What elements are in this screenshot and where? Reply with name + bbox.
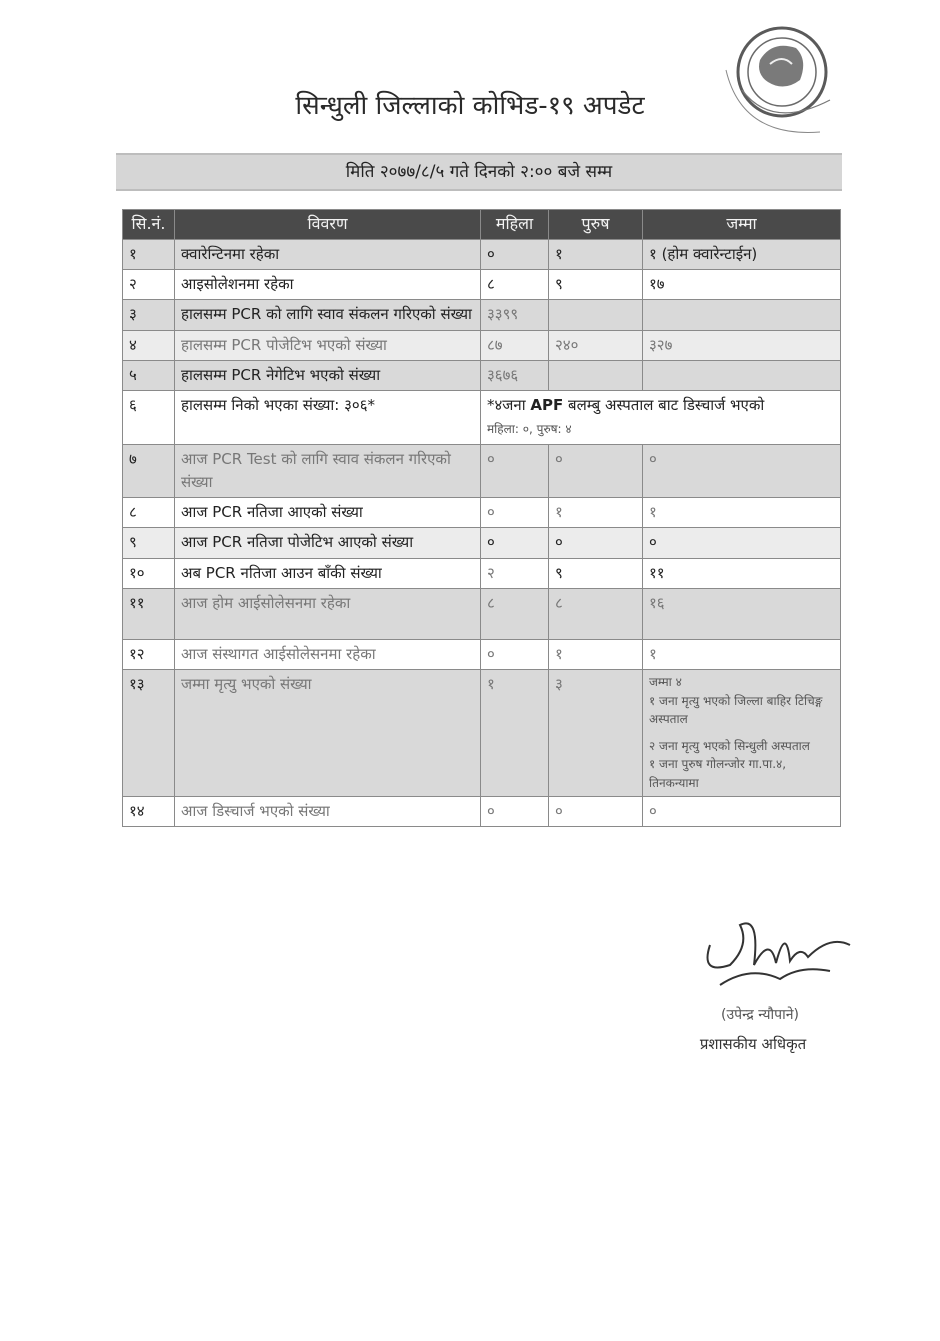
row-sn: ३ — [123, 300, 175, 330]
row-sn: १३ — [123, 670, 175, 797]
row-description: आज PCR नतिजा पोजेटिभ आएको संख्या — [175, 528, 481, 558]
row-total: ३२७ — [643, 330, 841, 360]
row-sn: ७ — [123, 444, 175, 498]
row-total — [643, 300, 841, 330]
row-description: जम्मा मृत्यु भएको संख्या — [175, 670, 481, 797]
table-row — [123, 239, 841, 269]
row-total: १ — [643, 639, 841, 669]
row-sn: १ — [123, 239, 175, 269]
row-male: १ — [549, 639, 643, 669]
officer-title: प्रशासकीय अधिकृत — [699, 1035, 807, 1053]
row-total-deaths — [643, 670, 841, 797]
table-row — [123, 360, 841, 390]
row-female: ० — [481, 639, 549, 669]
row-description: हालसम्म PCR नेगेटिभ भएको संख्या — [175, 360, 481, 390]
row-description: आज डिस्चार्ज भएको संख्या — [175, 796, 481, 826]
page-title: सिन्धुली जिल्लाको कोभिड-१९ अपडेट — [295, 91, 645, 121]
row-sn: १० — [123, 558, 175, 588]
row-description: अब PCR नतिजा आउन बाँकी संख्या — [175, 558, 481, 588]
deaths-line: २ जना मृत्यु भएको सिन्धुली अस्पताल — [649, 738, 810, 753]
table-row — [123, 558, 841, 588]
row-female: ० — [481, 796, 549, 826]
row-total: ० — [643, 528, 841, 558]
table-row — [123, 588, 841, 639]
row-total: ० — [643, 796, 841, 826]
signature-icon — [690, 905, 860, 1005]
table-row — [123, 639, 841, 669]
row-male: ९ — [549, 558, 643, 588]
row-description: हालसम्म PCR पोजेटिभ भएको संख्या — [175, 330, 481, 360]
row-male: १ — [549, 498, 643, 528]
row-description: आज PCR नतिजा आएको संख्या — [175, 498, 481, 528]
row-male: ० — [549, 528, 643, 558]
row-male: ८ — [549, 588, 643, 639]
table-row — [123, 391, 841, 445]
table-row — [123, 270, 841, 300]
row-female: ० — [481, 528, 549, 558]
row-male: ९ — [549, 270, 643, 300]
table-row — [123, 300, 841, 330]
recovered-note-apf: APF — [530, 396, 564, 415]
official-seal-icon — [712, 20, 840, 150]
row-sn: ४ — [123, 330, 175, 360]
row-female: २ — [481, 558, 549, 588]
row-female: ० — [481, 444, 549, 498]
row-total: ० — [643, 444, 841, 498]
row-male: १ — [549, 239, 643, 269]
row-sn: ५ — [123, 360, 175, 390]
row-description: आज होम आईसोलेसनमा रहेका — [175, 588, 481, 639]
deaths-line: १ जना मृत्यु भएको जिल्ला बाहिर टिचिङ्ग अस्पताल — [649, 693, 823, 727]
row-female: १ — [481, 670, 549, 797]
row-female: ८ — [481, 270, 549, 300]
covid-status-table — [122, 209, 841, 827]
row-female: ३६७६ — [481, 360, 549, 390]
header-description: विवरण — [175, 210, 481, 240]
recovered-note — [481, 391, 841, 445]
row-total: १७ — [643, 270, 841, 300]
header-male: पुरुष — [549, 210, 643, 240]
row-description: क्वारेन्टिनमा रहेका — [175, 239, 481, 269]
row-description: हालसम्म निको भएका संख्या: ३०६* — [175, 391, 481, 445]
row-female: ० — [481, 239, 549, 269]
row-description: आज PCR Test को लागि स्वाव संकलन गरिएको संख्या — [175, 444, 481, 498]
deaths-line: जम्मा ४ — [649, 675, 682, 690]
table-row — [123, 330, 841, 360]
row-sn: ८ — [123, 498, 175, 528]
recovered-note-text-a: *४जना — [487, 396, 531, 415]
row-male: ० — [549, 444, 643, 498]
row-description: आइसोलेशनमा रहेका — [175, 270, 481, 300]
table-row — [123, 796, 841, 826]
row-sn: ६ — [123, 391, 175, 445]
row-sn: ११ — [123, 588, 175, 639]
header-total: जम्मा — [643, 210, 841, 240]
deaths-line: १ जना पुरुष गोलन्जोर गा.पा.४, तिनकन्यामा — [649, 757, 787, 791]
row-total — [643, 360, 841, 390]
row-total: १ (होम क्वारेन्टाईन) — [643, 239, 841, 269]
row-male — [549, 360, 643, 390]
row-female: ३३९९ — [481, 300, 549, 330]
date-banner: मिति २०७७/८/५ गते दिनको २:०० बजे सम्म — [116, 153, 842, 191]
header-sn: सि.नं. — [123, 210, 175, 240]
table-row — [123, 670, 841, 797]
row-total: १६ — [643, 588, 841, 639]
row-total: ११ — [643, 558, 841, 588]
recovered-note-text-c: बलम्बु अस्पताल बाट डिस्चार्ज भएको — [563, 396, 765, 415]
row-sn: १४ — [123, 796, 175, 826]
row-sn: २ — [123, 270, 175, 300]
row-female: ८७ — [481, 330, 549, 360]
row-female: ० — [481, 498, 549, 528]
row-description: आज संस्थागत आईसोलेसनमा रहेका — [175, 639, 481, 669]
table-header-row — [123, 210, 841, 240]
table-row — [123, 444, 841, 498]
row-total: १ — [643, 498, 841, 528]
row-sn: ९ — [123, 528, 175, 558]
row-male: २४० — [549, 330, 643, 360]
header-female: महिला — [481, 210, 549, 240]
row-male: ० — [549, 796, 643, 826]
row-male: ३ — [549, 670, 643, 797]
table-row — [123, 498, 841, 528]
row-male — [549, 300, 643, 330]
officer-name: (उपेन्द्र न्यौपाने) — [721, 1007, 799, 1023]
row-female: ८ — [481, 588, 549, 639]
table-row — [123, 528, 841, 558]
recovered-note-sub: महिला: ०, पुरुष: ४ — [487, 422, 572, 437]
row-description: हालसम्म PCR को लागि स्वाव संकलन गरिएको संख्या — [175, 300, 481, 330]
row-sn: १२ — [123, 639, 175, 669]
